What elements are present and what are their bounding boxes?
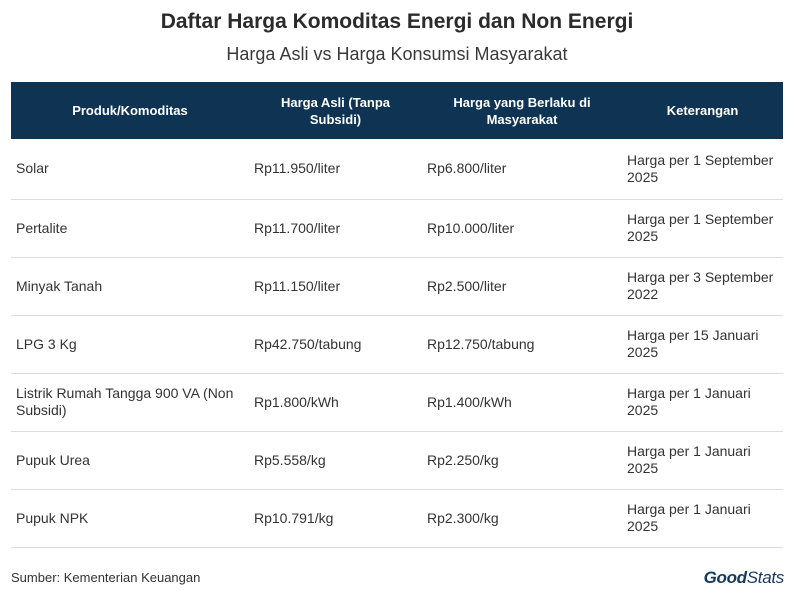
logo-stats-text: Stats [746,568,784,587]
table-row [11,199,783,257]
cell-public-price: Rp2.300/kg [422,489,622,547]
logo-good-text: Good [703,568,747,587]
cell-product: Listrik Rumah Tangga 900 VA (Non Subsidi) [11,373,249,431]
cell-public-price: Rp10.000/liter [422,199,622,257]
cell-product: Pertalite [11,199,249,257]
table-row [11,315,783,373]
cell-original-price: Rp11.150/liter [249,257,422,315]
cell-notes: Harga per 1 September 2025 [622,139,783,199]
cell-product: Pupuk Urea [11,431,249,489]
cell-product: Minyak Tanah [11,257,249,315]
table-row [11,431,783,489]
cell-public-price: Rp12.750/tabung [422,315,622,373]
cell-original-price: Rp5.558/kg [249,431,422,489]
table-row [11,139,783,199]
page-title: Daftar Harga Komoditas Energi dan Non Energi [160,10,634,33]
table-header-row [11,82,783,139]
column-header-notes: Keterangan [622,82,783,139]
cell-notes: Harga per 3 September 2022 [622,257,783,315]
table-row [11,257,783,315]
table-row [11,489,783,547]
cell-notes: Harga per 1 Januari 2025 [622,373,783,431]
cell-notes: Harga per 15 Januari 2025 [622,315,783,373]
cell-original-price: Rp10.791/kg [249,489,422,547]
cell-product: LPG 3 Kg [11,315,249,373]
cell-original-price: Rp42.750/tabung [249,315,422,373]
page-subtitle: Harga Asli vs Harga Konsumsi Masyarakat [226,44,568,64]
cell-original-price: Rp11.700/liter [249,199,422,257]
cell-public-price: Rp6.800/liter [422,139,622,199]
cell-notes: Harga per 1 Januari 2025 [622,489,783,547]
cell-notes: Harga per 1 Januari 2025 [622,431,783,489]
source-note: Sumber: Kementerian Keuangan [11,570,201,585]
column-header-original-price: Harga Asli (Tanpa Subsidi) [249,82,422,139]
column-header-product: Produk/Komoditas [11,82,249,139]
column-header-public-price: Harga yang Berlaku di Masyarakat [422,82,622,139]
cell-public-price: Rp2.250/kg [422,431,622,489]
goodstats-logo [704,568,784,588]
cell-public-price: Rp2.500/liter [422,257,622,315]
cell-notes: Harga per 1 September 2025 [622,199,783,257]
cell-product: Solar [11,139,249,199]
cell-original-price: Rp1.800/kWh [249,373,422,431]
cell-product: Pupuk NPK [11,489,249,547]
cell-public-price: Rp1.400/kWh [422,373,622,431]
cell-original-price: Rp11.950/liter [249,139,422,199]
price-table [11,82,783,548]
table-row [11,373,783,431]
